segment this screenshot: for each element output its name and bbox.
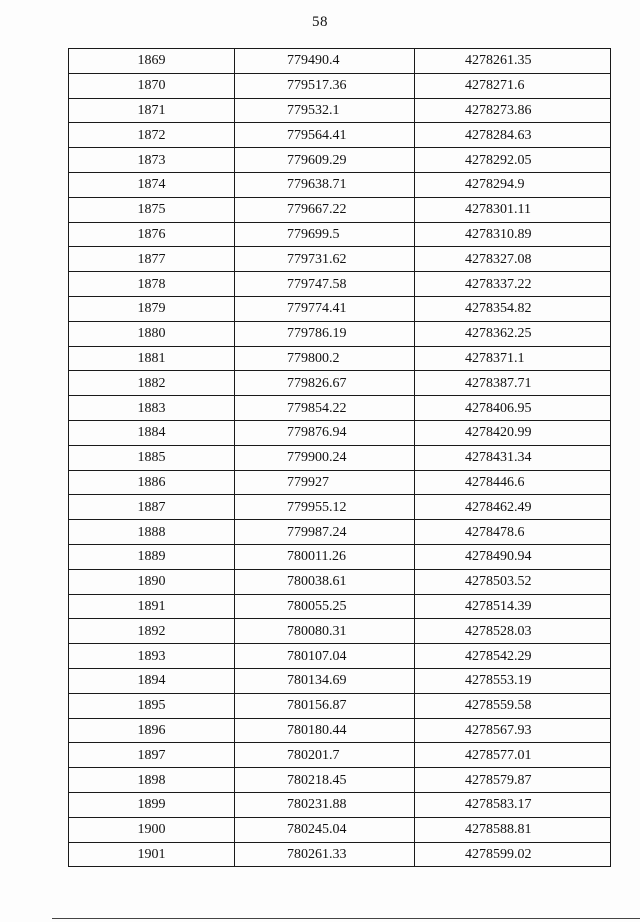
x-coordinate-cell: 779876.94 <box>235 420 415 445</box>
x-coordinate-cell: 779774.41 <box>235 296 415 321</box>
table-row <box>69 123 611 148</box>
x-coordinate-cell: 779731.62 <box>235 247 415 272</box>
point-number-cell: 1874 <box>69 172 235 197</box>
point-number-cell: 1887 <box>69 495 235 520</box>
y-coordinate-cell: 4278567.93 <box>415 718 611 743</box>
y-coordinate-cell: 4278362.25 <box>415 321 611 346</box>
x-coordinate-cell: 780055.25 <box>235 594 415 619</box>
point-number-cell: 1880 <box>69 321 235 346</box>
table-row <box>69 544 611 569</box>
x-coordinate-cell: 779667.22 <box>235 197 415 222</box>
table-row <box>69 371 611 396</box>
y-coordinate-cell: 4278559.58 <box>415 693 611 718</box>
x-coordinate-cell: 780011.26 <box>235 544 415 569</box>
point-number-cell: 1886 <box>69 470 235 495</box>
y-coordinate-cell: 4278490.94 <box>415 544 611 569</box>
point-number-cell: 1877 <box>69 247 235 272</box>
x-coordinate-cell: 780080.31 <box>235 619 415 644</box>
table-row <box>69 172 611 197</box>
point-number-cell: 1879 <box>69 296 235 321</box>
y-coordinate-cell: 4278462.49 <box>415 495 611 520</box>
coordinates-table-body <box>69 49 611 867</box>
x-coordinate-cell: 779699.5 <box>235 222 415 247</box>
x-coordinate-cell: 779854.22 <box>235 396 415 421</box>
y-coordinate-cell: 4278273.86 <box>415 98 611 123</box>
point-number-cell: 1901 <box>69 842 235 867</box>
table-row <box>69 619 611 644</box>
point-number-cell: 1899 <box>69 792 235 817</box>
x-coordinate-cell: 780180.44 <box>235 718 415 743</box>
table-row <box>69 768 611 793</box>
table-row <box>69 668 611 693</box>
x-coordinate-cell: 780245.04 <box>235 817 415 842</box>
y-coordinate-cell: 4278583.17 <box>415 792 611 817</box>
y-coordinate-cell: 4278503.52 <box>415 569 611 594</box>
table-row <box>69 817 611 842</box>
point-number-cell: 1892 <box>69 619 235 644</box>
y-coordinate-cell: 4278310.89 <box>415 222 611 247</box>
y-coordinate-cell: 4278371.1 <box>415 346 611 371</box>
x-coordinate-cell: 779987.24 <box>235 520 415 545</box>
point-number-cell: 1895 <box>69 693 235 718</box>
table-row <box>69 594 611 619</box>
point-number-cell: 1871 <box>69 98 235 123</box>
x-coordinate-cell: 779955.12 <box>235 495 415 520</box>
table-row <box>69 272 611 297</box>
table-row <box>69 693 611 718</box>
y-coordinate-cell: 4278354.82 <box>415 296 611 321</box>
point-number-cell: 1888 <box>69 520 235 545</box>
table-row <box>69 197 611 222</box>
x-coordinate-cell: 779800.2 <box>235 346 415 371</box>
x-coordinate-cell: 780201.7 <box>235 743 415 768</box>
y-coordinate-cell: 4278261.35 <box>415 49 611 74</box>
table-row <box>69 396 611 421</box>
x-coordinate-cell: 780156.87 <box>235 693 415 718</box>
page-number: 58 <box>312 14 328 30</box>
table-row <box>69 495 611 520</box>
table-row <box>69 49 611 74</box>
point-number-cell: 1881 <box>69 346 235 371</box>
point-number-cell: 1870 <box>69 73 235 98</box>
y-coordinate-cell: 4278599.02 <box>415 842 611 867</box>
bottom-edge-rule <box>52 918 640 919</box>
point-number-cell: 1882 <box>69 371 235 396</box>
point-number-cell: 1898 <box>69 768 235 793</box>
x-coordinate-cell: 779927 <box>235 470 415 495</box>
y-coordinate-cell: 4278579.87 <box>415 768 611 793</box>
y-coordinate-cell: 4278542.29 <box>415 644 611 669</box>
table-row <box>69 148 611 173</box>
table-row <box>69 644 611 669</box>
point-number-cell: 1869 <box>69 49 235 74</box>
y-coordinate-cell: 4278387.71 <box>415 371 611 396</box>
y-coordinate-cell: 4278553.19 <box>415 668 611 693</box>
y-coordinate-cell: 4278301.11 <box>415 197 611 222</box>
x-coordinate-cell: 780218.45 <box>235 768 415 793</box>
y-coordinate-cell: 4278327.08 <box>415 247 611 272</box>
table-row <box>69 470 611 495</box>
point-number-cell: 1894 <box>69 668 235 693</box>
y-coordinate-cell: 4278337.22 <box>415 272 611 297</box>
table-row <box>69 321 611 346</box>
table-row <box>69 420 611 445</box>
point-number-cell: 1897 <box>69 743 235 768</box>
point-number-cell: 1900 <box>69 817 235 842</box>
x-coordinate-cell: 779564.41 <box>235 123 415 148</box>
table-row <box>69 842 611 867</box>
point-number-cell: 1878 <box>69 272 235 297</box>
table-row <box>69 346 611 371</box>
x-coordinate-cell: 780107.04 <box>235 644 415 669</box>
point-number-cell: 1891 <box>69 594 235 619</box>
table-row <box>69 718 611 743</box>
x-coordinate-cell: 780038.61 <box>235 569 415 594</box>
table-row <box>69 743 611 768</box>
table-row <box>69 569 611 594</box>
point-number-cell: 1872 <box>69 123 235 148</box>
y-coordinate-cell: 4278588.81 <box>415 817 611 842</box>
point-number-cell: 1890 <box>69 569 235 594</box>
point-number-cell: 1875 <box>69 197 235 222</box>
y-coordinate-cell: 4278431.34 <box>415 445 611 470</box>
y-coordinate-cell: 4278406.95 <box>415 396 611 421</box>
y-coordinate-cell: 4278420.99 <box>415 420 611 445</box>
x-coordinate-cell: 779786.19 <box>235 321 415 346</box>
table-row <box>69 98 611 123</box>
point-number-cell: 1893 <box>69 644 235 669</box>
table-row <box>69 792 611 817</box>
y-coordinate-cell: 4278514.39 <box>415 594 611 619</box>
coordinates-table <box>68 48 611 867</box>
point-number-cell: 1876 <box>69 222 235 247</box>
y-coordinate-cell: 4278284.63 <box>415 123 611 148</box>
point-number-cell: 1885 <box>69 445 235 470</box>
x-coordinate-cell: 779747.58 <box>235 272 415 297</box>
x-coordinate-cell: 779826.67 <box>235 371 415 396</box>
y-coordinate-cell: 4278577.01 <box>415 743 611 768</box>
x-coordinate-cell: 779490.4 <box>235 49 415 74</box>
table-row <box>69 222 611 247</box>
table-row <box>69 445 611 470</box>
x-coordinate-cell: 779900.24 <box>235 445 415 470</box>
point-number-cell: 1873 <box>69 148 235 173</box>
y-coordinate-cell: 4278294.9 <box>415 172 611 197</box>
x-coordinate-cell: 779532.1 <box>235 98 415 123</box>
y-coordinate-cell: 4278292.05 <box>415 148 611 173</box>
table-row <box>69 296 611 321</box>
point-number-cell: 1883 <box>69 396 235 421</box>
point-number-cell: 1889 <box>69 544 235 569</box>
table-row <box>69 247 611 272</box>
x-coordinate-cell: 780134.69 <box>235 668 415 693</box>
table-row <box>69 520 611 545</box>
x-coordinate-cell: 779638.71 <box>235 172 415 197</box>
y-coordinate-cell: 4278478.6 <box>415 520 611 545</box>
point-number-cell: 1896 <box>69 718 235 743</box>
table-row <box>69 73 611 98</box>
x-coordinate-cell: 780231.88 <box>235 792 415 817</box>
point-number-cell: 1884 <box>69 420 235 445</box>
x-coordinate-cell: 779517.36 <box>235 73 415 98</box>
y-coordinate-cell: 4278528.03 <box>415 619 611 644</box>
y-coordinate-cell: 4278271.6 <box>415 73 611 98</box>
x-coordinate-cell: 780261.33 <box>235 842 415 867</box>
x-coordinate-cell: 779609.29 <box>235 148 415 173</box>
y-coordinate-cell: 4278446.6 <box>415 470 611 495</box>
